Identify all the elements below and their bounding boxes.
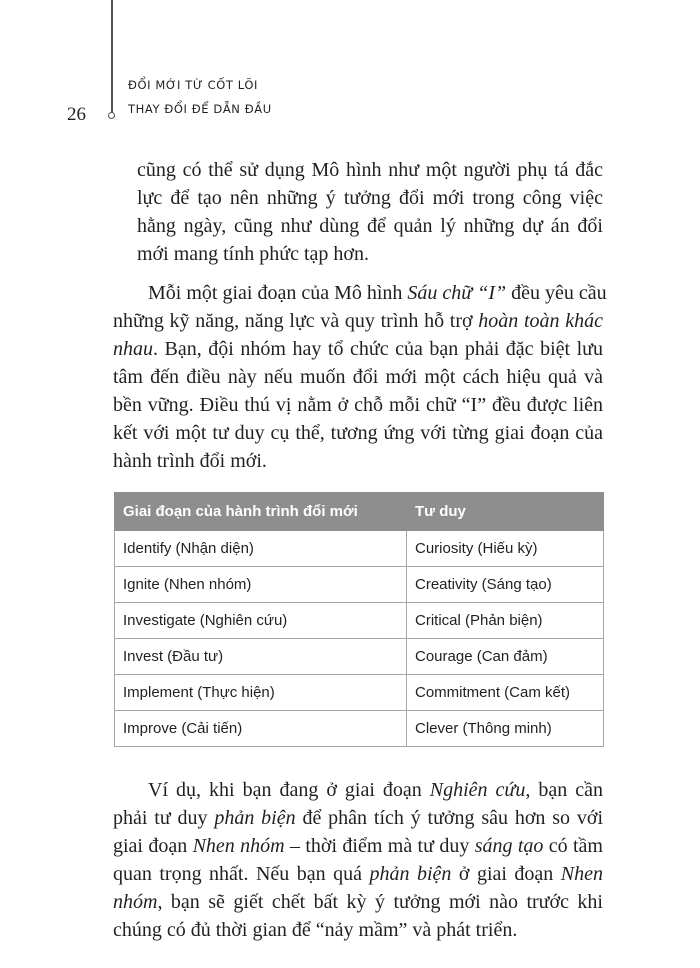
text-segment: tâm đến điều này nếu muốn đổi mới một cách hiệu quả và: [113, 366, 603, 388]
table-row: [115, 675, 604, 711]
text-segment: Mỗi một giai đoạn của Mô hình: [148, 282, 408, 304]
text-segment: mới mang tính phức tạp hơn.: [137, 243, 369, 265]
text-segment: hành trình đổi mới.: [113, 450, 267, 472]
mindset-cell: Clever (Thông minh): [407, 711, 604, 747]
table-row: [115, 639, 604, 675]
paragraph-six-i-model: [113, 279, 607, 475]
stages-mindset-table: [114, 492, 604, 747]
text-line: [113, 916, 603, 944]
text-segment: cũng có thể sử dụng Mô hình như một người phụ tá đắc: [137, 159, 603, 181]
stage-cell: Implement (Thực hiện): [115, 675, 407, 711]
text-segment: , bạn sẽ giết chết bất kỳ ý tưởng mới nào trước khi: [157, 891, 603, 913]
header-rule-dot: [108, 112, 115, 119]
mindset-cell: Creativity (Sáng tạo): [407, 567, 604, 603]
text-line: [113, 447, 603, 475]
text-segment: kết với một tư duy cụ thể, tương ứng với từng giai đoạn của: [113, 422, 603, 444]
text-line: [137, 212, 603, 240]
text-line: [113, 279, 607, 307]
text-segment: để phân tích ý tưởng sâu hơn so với: [295, 807, 604, 829]
stage-cell: Investigate (Nghiên cứu): [115, 603, 407, 639]
italic-text: phản biện: [214, 807, 296, 829]
text-segment: có tầm: [543, 835, 603, 857]
text-segment: đều yêu cầu: [506, 282, 607, 304]
text-segment: phải tư duy: [113, 807, 215, 829]
italic-text: Sáu chữ “I”: [407, 282, 507, 304]
mindset-cell: Courage (Can đảm): [407, 639, 604, 675]
text-segment: lực để tạo nên những ý tưởng đổi mới trong công việc: [137, 187, 603, 209]
stage-cell: Ignite (Nhen nhóm): [115, 567, 407, 603]
italic-text: nhau: [113, 338, 153, 360]
text-segment: Ví dụ, khi bạn đang ở giai đoạn: [148, 779, 430, 801]
text-line: [113, 391, 603, 419]
mindset-cell: Curiosity (Hiếu kỳ): [407, 531, 604, 567]
text-line: [137, 156, 603, 184]
text-line: [113, 804, 603, 832]
text-line: [113, 888, 603, 916]
running-title-line2: THAY ĐỔI ĐỂ DẪN ĐẦU: [128, 102, 272, 116]
table-row: [115, 711, 604, 747]
italic-text: hoàn toàn khác: [478, 310, 604, 332]
italic-text: sáng tạo: [474, 835, 544, 857]
text-line: [113, 776, 603, 804]
text-segment: bền vững. Điều thú vị nằm ở chỗ mỗi chữ “I” đều được liên: [113, 394, 603, 416]
running-title-line1: ĐỔI MỚI TỪ CỐT LÕI: [128, 78, 259, 92]
italic-text: nhóm: [113, 891, 158, 913]
mindset-cell: Commitment (Cam kết): [407, 675, 604, 711]
stage-cell: Invest (Đầu tư): [115, 639, 407, 675]
text-segment: hằng ngày, cũng như dùng để quản lý những dự án đổi: [137, 215, 603, 237]
italic-text: Nghiên cứu: [429, 779, 526, 801]
text-segment: , bạn cần: [525, 779, 603, 801]
italic-text: Nhen: [560, 863, 603, 885]
text-line: [137, 240, 603, 268]
stage-cell: Identify (Nhận diện): [115, 531, 407, 567]
text-segment: chúng có đủ thời gian để “nảy mầm” và phát triển.: [113, 919, 518, 941]
mindset-cell: Critical (Phản biện): [407, 603, 604, 639]
text-line: [113, 307, 603, 335]
table-row: [115, 603, 604, 639]
italic-text: Nhen nhóm: [192, 835, 285, 857]
text-segment: giai đoạn: [113, 835, 193, 857]
text-segment: ở giai đoạn: [451, 863, 561, 885]
table-row: [115, 531, 604, 567]
text-line: [113, 363, 603, 391]
page-number: 26: [67, 104, 86, 125]
column-header-mindset: Tư duy: [407, 493, 604, 531]
table-header-row: [115, 493, 604, 531]
text-line: [113, 419, 603, 447]
table-row: [115, 567, 604, 603]
text-line: [137, 184, 603, 212]
text-line: [113, 832, 603, 860]
paragraph-continued: [137, 156, 603, 268]
column-header-stage: Giai đoạn của hành trình đổi mới: [115, 493, 407, 531]
paragraph-example: [113, 776, 603, 944]
text-segment: – thời điểm mà tư duy: [284, 835, 475, 857]
text-line: [113, 860, 603, 888]
header-rule: [111, 0, 113, 113]
italic-text: phản biện: [369, 863, 452, 885]
text-line: [113, 335, 603, 363]
text-segment: . Bạn, đội nhóm hay tổ chức của bạn phải đặc biệt lưu: [153, 338, 603, 360]
stage-cell: Improve (Cải tiến): [115, 711, 407, 747]
text-segment: quan trọng nhất. Nếu bạn quá: [113, 863, 370, 885]
text-segment: những kỹ năng, năng lực và quy trình hỗ trợ: [113, 310, 479, 332]
